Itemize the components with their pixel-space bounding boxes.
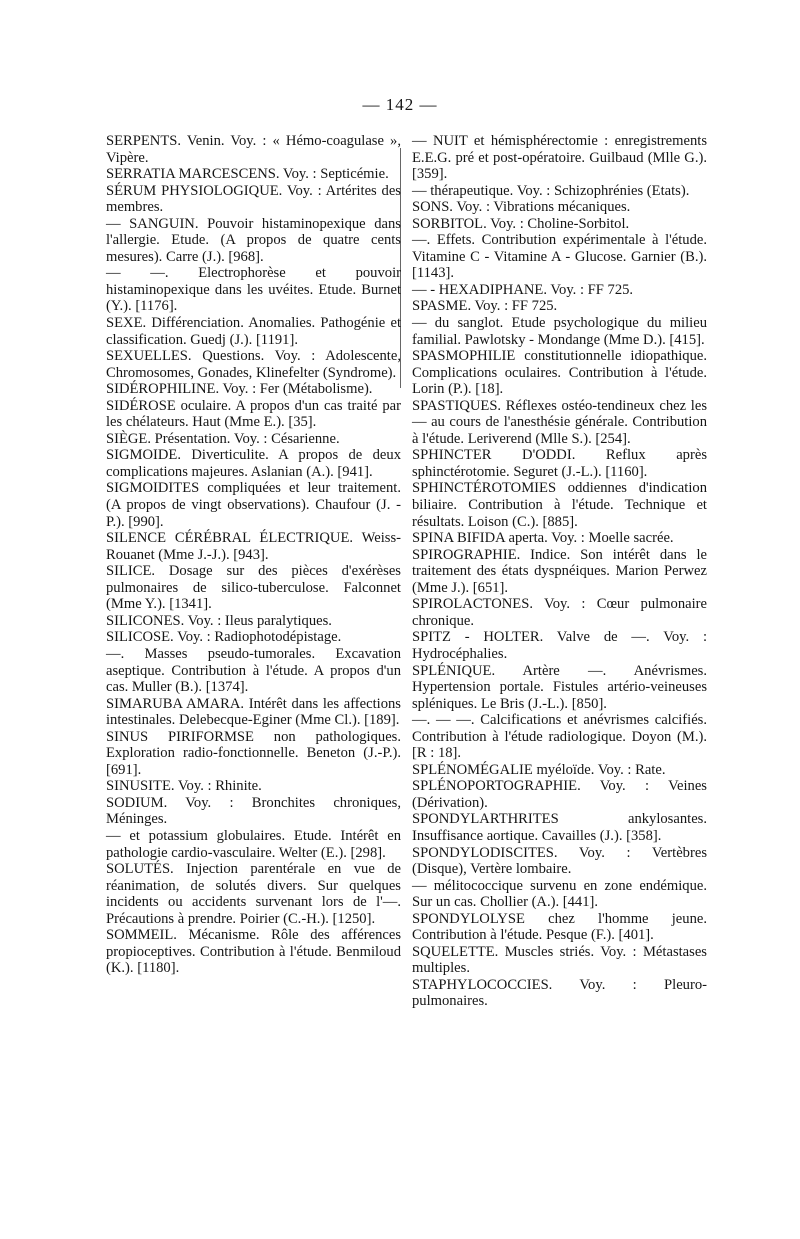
index-entry: SPINA BIFIDA aperta. Voy. : Moelle sacrée. (412, 530, 674, 547)
index-entry: SEXUELLES. Questions. Voy. : Adolescente, Chromosomes, Gonades, Klinefelter (Syndrome). (106, 348, 401, 381)
index-entry: SPIROGRAPHIE. Indice. Son intérêt dans le traitement des états dyspnéiques. Marion Perwez (Mme J.). [651]. (412, 546, 707, 596)
index-entry: SPONDYLOLYSE chez l'homme jeune. Contribution à l'étude. Pesque (F.). [401]. (412, 910, 707, 944)
index-entry: SORBITOL. Voy. : Choline-Sorbitol. (412, 215, 630, 232)
index-entry: SPASME. Voy. : FF 725. (412, 298, 558, 315)
index-entry: SILENCE CÉRÉBRAL ÉLECTRIQUE. Weiss-Rouanet (Mme J.-J.). [943]. (106, 530, 401, 563)
index-entry: SILICONES. Voy. : Ileus paralytiques. (106, 612, 332, 629)
index-entry: SOLUTÉS. Injection parentérale en vue de réanimation, de solutés divers. Sur quelques incidents ou accidents survenant lors de l'—. Précautions à prendre. Poirier (C.-H.). [1250]. (106, 861, 401, 927)
index-entry: STAPHYLOCOCCIES. Voy. : Pleuro-pulmonaires. (412, 976, 707, 1010)
index-entry: SPHINCTÉROTOMIES oddiennes d'indication biliaire. Contribution à l'étude. Technique et résultats. Loison (C.). [885]. (412, 480, 707, 530)
index-entry: SÉRUM PHYSIOLOGIQUE. Voy. : Artérites des membres. (106, 182, 401, 216)
left-column (106, 133, 401, 977)
index-entry: SPASTIQUES. Réflexes ostéo-tendineux chez les — au cours de l'anesthésie générale. Contribution à l'étude. Leriverend (Mlle S.). [254]. (412, 397, 707, 447)
page-number: — 142 — (362, 95, 438, 114)
index-entry: — —. Electrophorèse et pouvoir histaminopexique dans les uvéites. Etude. Burnet (Y.). [1176]. (106, 265, 401, 315)
index-entry: — du sanglot. Etude psychologique du milieu familial. Pawlotsky - Mondange (Mme D.). [415]. (412, 315, 707, 348)
index-entry: SPONDYLARTHRITES ankylosantes. Insuffisance aortique. Cavailles (J.). [358]. (412, 811, 707, 844)
index-entry: SINUS PIRIFORMSE non pathologiques. Exploration radio-fonctionnelle. Beneton (J.-P.). [691]. (106, 728, 401, 778)
index-entry: — thérapeutique. Voy. : Schizophrénies (Etats). (412, 182, 690, 199)
index-entry: SPLÉNOMÉGALIE myéloïde. Voy. : Rate. (412, 761, 666, 778)
index-entry: SILICOSE. Voy. : Radiophotodépistage. (106, 629, 342, 646)
index-entry: SERRATIA MARCESCENS. Voy. : Septicémie. (106, 166, 389, 183)
index-entry: SIGMOIDE. Diverticulite. A propos de deux complications majeures. Aslanian (A.). [941]. (106, 447, 401, 480)
index-entry: SINUSITE. Voy. : Rhinite. (106, 778, 262, 795)
index-entry: SPLÉNIQUE. Artère —. Anévrismes. Hypertension portale. Fistules artério-veineuses spléniques. Le Bris (J.-L.). [850]. (412, 662, 707, 712)
index-entry: SERPENTS. Venin. Voy. : « Hémo-coagulase », Vipère. (106, 133, 401, 166)
index-entry: SPHINCTER D'ODDI. Reflux après sphinctérotomie. Seguret (J.-L.). [1160]. (412, 447, 707, 480)
index-entry: SILICE. Dosage sur des pièces d'exérèses pulmonaires de silico-tuberculose. Falconnet (Mme Y.). [1341]. (106, 563, 401, 613)
index-entry: SPIROLACTONES. Voy. : Cœur pulmonaire chronique. (412, 596, 707, 629)
index-entry: SQUELETTE. Muscles striés. Voy. : Métastases multiples. (412, 943, 707, 977)
index-entry: SODIUM. Voy. : Bronchites chroniques, Méninges. (106, 794, 401, 828)
index-entry: SIDÉROSE oculaire. A propos d'un cas traité par les chélateurs. Haut (Mme E.). [35]. (106, 397, 401, 431)
index-entry: — et potassium globulaires. Etude. Intérêt en pathologie cardio-vasculaire. Welter (E.). [298]. (106, 827, 401, 861)
index-entry: SIDÉROPHILINE. Voy. : Fer (Métabolisme). (106, 381, 373, 398)
index-entry: —. — —. Calcifications et anévrismes calcifiés. Contribution à l'étude radiologique. Doyon (M.). [R : 18]. (412, 712, 707, 762)
index-entry: SONS. Voy. : Vibrations mécaniques. (412, 199, 631, 216)
index-entry: SIMARUBA AMARA. Intérêt dans les affections intestinales. Delebecque-Eginer (Mme Cl.). [189]. (106, 695, 401, 729)
index-entry: SIGMOIDITES compliquées et leur traitement. (A propos de vingt observations). Chaufour (J. - P.). [990]. (106, 480, 401, 530)
index-entry: — - HEXADIPHANE. Voy. : FF 725. (412, 281, 634, 298)
index-entry: SPITZ - HOLTER. Valve de —. Voy. : Hydrocéphalies. (412, 629, 707, 662)
index-entry: SEXE. Différenciation. Anomalies. Pathogénie et classification. Guedj (J.). [1191]. (106, 315, 401, 348)
index-entry: SIÈGE. Présentation. Voy. : Césarienne. (106, 430, 340, 447)
index-entry: — NUIT et hémisphérectomie : enregistrements E.E.G. pré et post-opératoire. Guilbaud (Mlle G.). [359]. (412, 133, 707, 183)
index-entry: —. Masses pseudo-tumorales. Excavation aseptique. Contribution à l'étude. A propos d'un cas. Muller (B.). [1374]. (106, 645, 401, 696)
index-entry: SPASMOPHILIE constitutionnelle idiopathique. Complications oculaires. Contribution à l'étude. Lorin (P.). [18]. (412, 348, 707, 398)
index-entry: — mélitococcique survenu en zone endémique. Sur un cas. Chollier (A.). [441]. (412, 877, 707, 911)
index-entry: SOMMEIL. Mécanisme. Rôle des afférences propioceptives. Contribution à l'étude. Benmiloud (K.). [1180]. (106, 927, 401, 977)
index-entry: SPONDYLODISCITES. Voy. : Vertèbres (Disque), Vertère lombaire. (412, 844, 707, 878)
right-column (412, 133, 707, 1010)
index-entry: —. Effets. Contribution expérimentale à l'étude. Vitamine C - Vitamine A - Glucose. Garnier (B.). [1143]. (412, 232, 707, 282)
index-entry: — SANGUIN. Pouvoir histaminopexique dans l'allergie. Etude. (A propos de quatre cents mesures). Carre (J.). [968]. (106, 215, 401, 265)
index-entry: SPLÉNOPORTOGRAPHIE. Voy. : Veines (Dérivation). (412, 778, 707, 811)
